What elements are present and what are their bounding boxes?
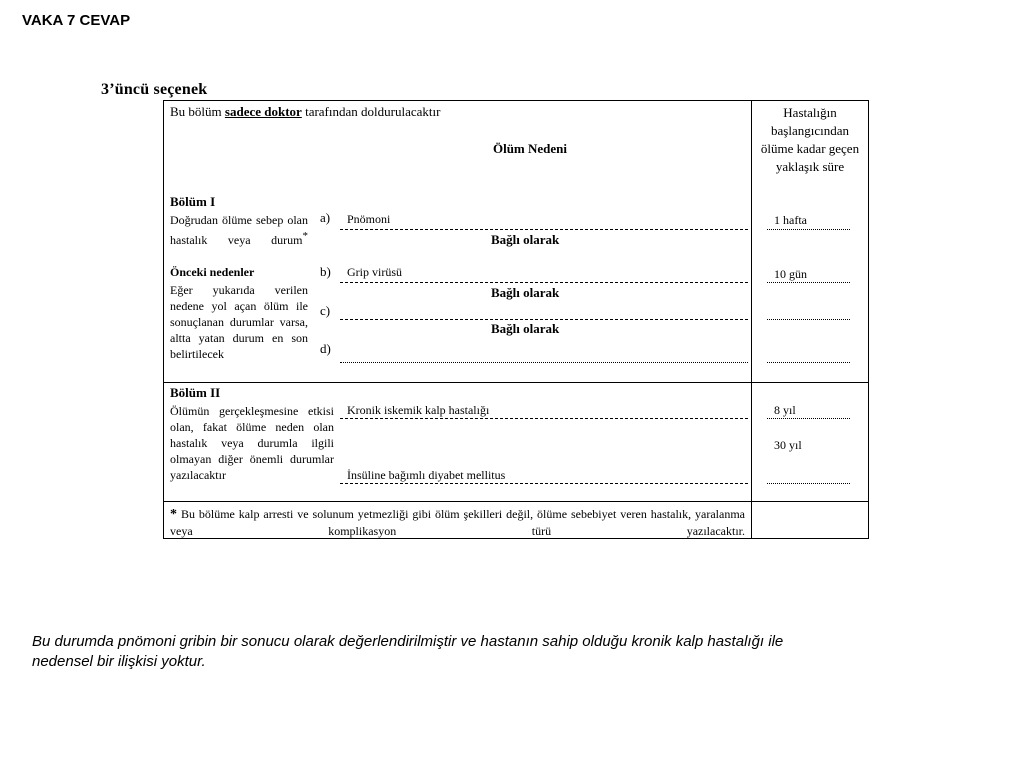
part2-title: Bölüm II	[170, 385, 221, 400]
part2-duration-1: 8 yıl	[774, 403, 796, 417]
part2-cause-1: Kronik iskemik kalp hastalığı	[347, 403, 490, 417]
row-letter-a: a)	[320, 210, 331, 225]
part1-direct-text: Doğrudan ölüme sebep olan hastalık veya durum*	[170, 213, 308, 247]
part1-title: Bölüm I	[170, 194, 216, 209]
cause-of-death-heading: Ölüm Nedeni	[492, 141, 568, 156]
previous-causes-title: Önceki nedenler	[170, 265, 255, 279]
duration-b: 10 gün	[774, 267, 807, 281]
row-letter-b: b)	[320, 264, 331, 279]
due-to-label-1: Bağlı olarak	[491, 232, 560, 247]
cause-b: Grip virüsü	[347, 265, 402, 279]
instruction-text: Bu bölüm sadece doktor tarafından doldurulacaktır	[170, 104, 441, 119]
part2-cause-2: İnsüline bağımlı diyabet mellitus	[347, 468, 506, 482]
due-to-label-3: Bağlı olarak	[491, 321, 560, 336]
slide-title: VAKA 7 CEVAP	[22, 12, 131, 29]
option-title: 3’üncü seçenek	[101, 81, 208, 98]
duration-column-heading: Hastalığın başlangıcından ölüme kadar geçen yaklaşık süre	[760, 105, 860, 174]
footnote: * Bu bölüme kalp arresti ve solunum yetmezliği gibi ölüm şekilleri değil, ölüme sebebiyet veren hastalık, yaralanma veya komplikasyon türü yazılacaktır.	[170, 507, 745, 538]
asterisk-mark: *	[302, 230, 308, 242]
previous-causes-text: Eğer yukarıda verilen nedene yol açan ölüm ile sonuçlanan durumlar varsa, altta yatan durum en son belirtilecek	[170, 283, 308, 361]
duration-a: 1 hafta	[774, 213, 807, 227]
caption-text: Bu durumda pnömoni gribin bir sonucu olarak değerlendirilmiştir ve hastanın sahip olduğu kronik kalp hastalığı ile nedensel bir ilişkisi yoktur.	[32, 633, 784, 670]
part2-text: Ölümün gerçekleşmesine etkisi olan, fakat ölüme neden olan hastalık veya durumla ilgili olmayan diğer önemli durumlar yazılacaktır	[170, 404, 334, 482]
part2-duration-2: 30 yıl	[774, 438, 802, 452]
row-letter-d: d)	[320, 341, 331, 356]
cause-a: Pnömoni	[347, 212, 391, 226]
row-letter-c: c)	[320, 303, 331, 318]
footnote-asterisk: *	[170, 507, 177, 522]
instruction-emphasis: sadece doktor	[224, 104, 302, 119]
due-to-label-2: Bağlı olarak	[491, 285, 560, 300]
